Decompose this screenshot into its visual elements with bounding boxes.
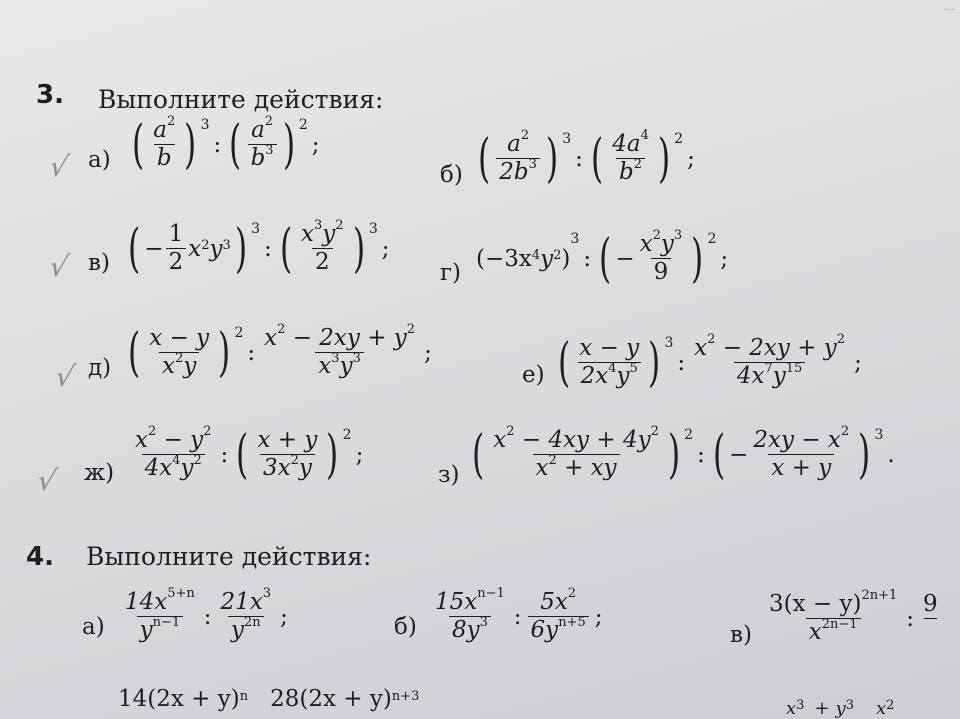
task-4-heading: Выполните действия: (86, 542, 372, 571)
item-label-v: в) (88, 250, 110, 276)
item-label-a: а) (88, 147, 111, 173)
item-label-z: з) (438, 462, 460, 488)
expression-4v: $\frac{3(x - y)^{2n+1}}{x^{2n-1}}$ : 9 (769, 588, 938, 646)
item-label-g: г) (440, 260, 462, 286)
item-label-e: е) (522, 362, 545, 388)
task-3-heading: Выполните действия: (98, 85, 384, 114)
item-label-4a: а) (82, 614, 105, 640)
expression-3a: ( $\frac{a^2}{b}$ ) 3 : ( $\frac{a^2}{b^3}$ ) 2 ; (132, 114, 320, 175)
pencil-check-mark: √ (52, 360, 78, 393)
pencil-check-mark: √ (46, 150, 72, 183)
expression-3z: ( $\frac{x^2 - 4xy + 4y^2}{x^2 + xy}$ ) 2 : ( − $\frac{2xy - x^2}{x + y}$ ) 3 . (472, 424, 895, 485)
expression-4-next-row: 14(2x + y) n 28(2x + y) n+3 (118, 686, 420, 712)
expression-3v: ( − $\frac{1}{2}$ x 2 y 3 ) 3 : ( $\frac{x^3y^2}{2}$ ) 3 ; (128, 218, 390, 279)
task-4-number: 4. (26, 542, 54, 572)
item-label-d: д) (88, 355, 112, 381)
item-label-zh: ж) (84, 460, 115, 486)
item-label-4b: б) (394, 614, 417, 640)
pencil-check-mark: √ (46, 250, 72, 283)
item-label-4v: в) (730, 622, 752, 648)
expression-3d: ( $\frac{x - y}{x^2y}$ ) 2 : $\frac{x^2 - 2xy + y^2}{x^3y^3}$ ; (128, 322, 432, 383)
expression-3g: (−3x 4 y 2 ) 3 : ( − $\frac{x^2y^3}{9}$ ) 2 ; (476, 228, 729, 289)
bleed-through-text: ... (943, 0, 954, 13)
pencil-check-mark: √ (34, 464, 60, 497)
expression-3zh: $\frac{x^2 - y^2}{4x^4y^2}$ : ( $\frac{x + y}{3x^2y}$ ) 2 ; (135, 424, 364, 485)
expression-3e: ( $\frac{x - y}{2x^4y^5}$ ) 3 : $\frac{x^2 - 2xy + y^2}{4x^7y^{15}}$ ; (558, 332, 862, 393)
expression-4-next-right: x 3 + y 3 x 2 (786, 698, 895, 719)
expression-4a: $\frac{14x^{5+n}}{y^{n-1}}$ : $\frac{21x^3}{y^{2n}}$ ; (125, 586, 288, 644)
item-label-b: б) (440, 162, 463, 188)
expression-3b: ( $\frac{a^2}{2b^3}$ ) 3 : ( $\frac{4a^4}{b^2}$ ) 2 ; (478, 128, 695, 189)
expression-4b: $\frac{15x^{n-1}}{8y^3}$ : $\frac{5x^2}{6y^{n+5}}$ ; (435, 586, 603, 644)
task-3-number: 3. (36, 80, 64, 110)
